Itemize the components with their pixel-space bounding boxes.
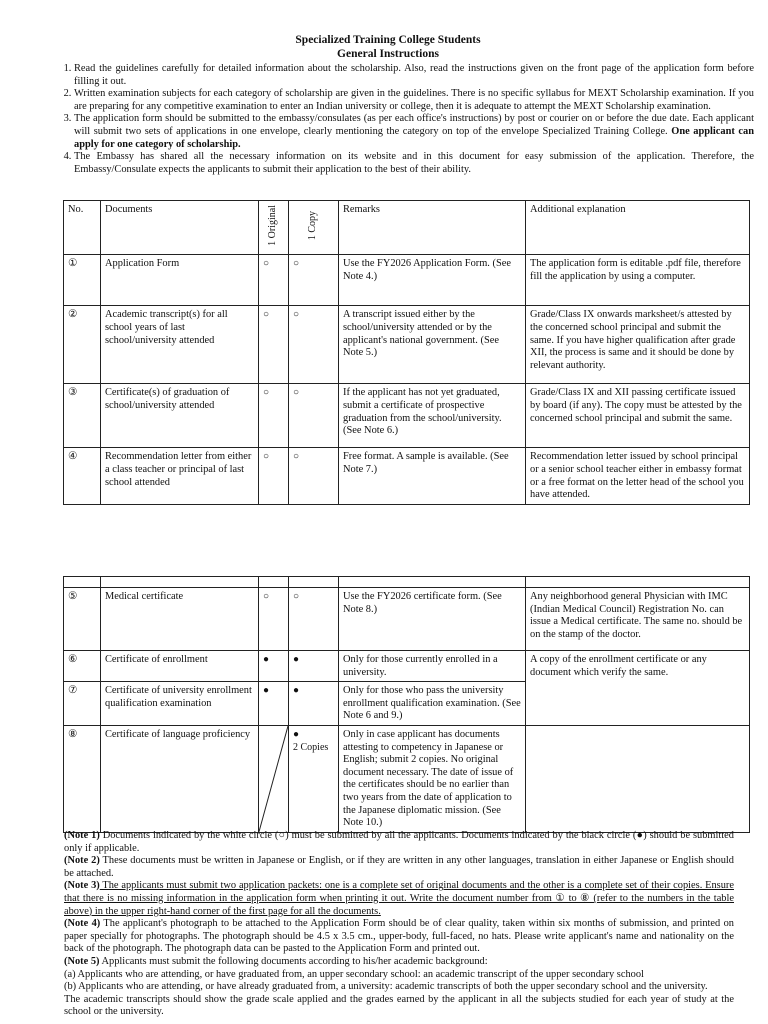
row-remarks: Use the FY2026 certificate form. (See Note 8.): [339, 588, 526, 651]
header-remarks: Remarks: [339, 201, 526, 255]
row-remarks: If the applicant has not yet graduated, submit a certificate of prospective graduation from the school/university. (See Note 6.): [339, 384, 526, 448]
note: (Note 2) These documents must be written in Japanese or English, or if they are written in any other languages, translation in either Japanese or English should be attached.: [64, 855, 734, 879]
note-subitem: (b) Applicants who are attending, or have already graduated from, a university: academic transcripts of both the upper secondary school and the university.: [64, 981, 708, 993]
copy-mark: ●: [289, 651, 339, 682]
table-header-row: [64, 201, 750, 255]
note-subitem: The academic transcripts should show the grade scale applied and the grades earned by the applicant in all the subjects studied for each year of study at the school or the university.: [64, 993, 734, 1018]
table-row: [64, 651, 750, 682]
row-document: Certificate(s) of graduation of school/university attended: [101, 384, 259, 448]
page-title: Specialized Training College Students: [295, 34, 481, 46]
copy-mark: ○: [289, 255, 339, 306]
header-no: No.: [64, 201, 101, 255]
table-blank-row: [64, 577, 750, 588]
row-additional: The application form is editable .pdf file, therefore fill the application by using a computer.: [526, 255, 750, 306]
row-remarks: Use the FY2026 Application Form. (See Note 4.): [339, 255, 526, 306]
original-mark: ○: [259, 384, 289, 448]
note: (Note 3) The applicants must submit two application packets: one is a complete set of original documents and the other is a complete set of their copies. Ensure that there is no missing information in the application form when printing it out. Write the document number from ① to ⑧ (refer to the numbers in the table above) in the upper right-hand corner of the first page for all the documents.: [64, 880, 734, 917]
table-row: [64, 306, 750, 384]
header-copy: 1 Copy: [289, 201, 339, 255]
header-original: 1 Original: [259, 201, 289, 255]
instruction-item: 2. Written examination subjects for each category of scholarship are given in the guidelines. There is no specific syllabus for MEXT Scholarship examination. If you are preparing for any competitive examination to enter an Indian university or college, then it is adequate to attempt the MEXT Scholarship examination.: [74, 88, 754, 113]
row-document: Certificate of university enrollment qualification examination: [101, 682, 259, 726]
documents-table: [63, 200, 750, 505]
row-document: Certificate of language proficiency: [101, 725, 259, 832]
row-document: Certificate of enrollment: [101, 651, 259, 682]
copy-mark: ● 2 Copies: [289, 725, 339, 832]
row-additional: [526, 725, 750, 832]
original-mark: ○: [259, 255, 289, 306]
original-not-applicable: [259, 725, 289, 832]
note: (Note 4) The applicant's photograph to be attached to the Application Form should be of clear quality, taken within six months of submission, and printed on paper specially for photographs. The photograph should be 4.5 x 3.5 cm., upper-body, full-faced, no hats. Please write applicant's name and nationality on the back of the photograph. The photograph data can be pasted to the Application Form and printed out.: [64, 918, 734, 955]
row-number: ③: [64, 384, 101, 448]
original-mark: ○: [259, 306, 289, 384]
row-additional: Any neighborhood general Physician with IMC (Indian Medical Council) Registration No. can issue a Medical certificate. The same no. should be on the stamp of the doctor.: [526, 588, 750, 651]
original-mark: ○: [259, 448, 289, 504]
row-remarks: A transcript issued either by the school/university attended or by the applicant's national government. (See Note 5.): [339, 306, 526, 384]
table-row: [64, 448, 750, 504]
copy-mark: ○: [289, 384, 339, 448]
row-document: Academic transcript(s) for all school years of last school/university attended: [101, 306, 259, 384]
row-additional: Grade/Class IX and XII passing certificate issued by board (if any). The copy must be attested by the concerned school principal and submit the same.: [526, 384, 750, 448]
note-subitem: (a) Applicants who are attending, or have graduated from, an upper secondary school: an academic transcript of the upper secondary school: [64, 968, 644, 980]
copy-mark: ○: [289, 588, 339, 651]
note: (Note 1) Documents indicated by the white circle (○) must be submitted by all the applicants. Documents indicated by the black circle (●) should be submitted only if applicable.: [64, 830, 734, 854]
row-number: ⑤: [64, 588, 101, 651]
instruction-item: 3. The application form should be submitted to the embassy/consulates (as per each office's instructions) by post or courier on or before the due date. Each applicant will submit two sets of applications in one envelope, clearly mentioning the category on top of the envelope Specialized Training College. One applicant can apply for one category of scholarship.: [74, 113, 754, 151]
row-remarks: Only in case applicant has documents attesting to competency in Japanese or English; submit 2 copies. No original document necessary. The date of issue of the certificates should be no earlier than two years from the date of application to the Japanese diplomatic mission. (See Note 10.): [339, 725, 526, 832]
diagonal-strike: [259, 726, 288, 832]
original-mark: ●: [259, 651, 289, 682]
row-remarks: Only for those who pass the university enrollment qualification examination. (See Note 6 and 9.): [339, 682, 526, 726]
notes-section: [64, 830, 734, 1019]
instruction-list: [56, 63, 754, 176]
table-row: [64, 725, 750, 832]
copy-mark: ●: [289, 682, 339, 726]
row-number: ①: [64, 255, 101, 306]
copy-mark: ○: [289, 306, 339, 384]
documents-table-continued: [63, 576, 750, 833]
header-additional: Additional explanation: [526, 201, 750, 255]
page-subtitle: General Instructions: [337, 48, 439, 60]
original-mark: ●: [259, 682, 289, 726]
table-row: [64, 588, 750, 651]
instruction-item: 4. The Embassy has shared all the necessary information on its website and in this document for easy submission of the application. Therefore, the Embassy/Consulate expects the applicants to submit their application to the best of their ability.: [74, 151, 754, 176]
table-row: [64, 255, 750, 306]
table-row: [64, 384, 750, 448]
row-number: ④: [64, 448, 101, 504]
row-document: Recommendation letter from either a class teacher or principal of last school attended: [101, 448, 259, 504]
copy-mark: ○: [289, 448, 339, 504]
note: (Note 5) Applicants must submit the following documents according to his/her academic background:: [64, 955, 488, 967]
original-mark: ○: [259, 588, 289, 651]
row-number: ⑥: [64, 651, 101, 682]
row-additional: Recommendation letter issued by school principal or a senior school teacher either in embassy format or a free format on the letter head of the school you have attended.: [526, 448, 750, 504]
row-number: ⑦: [64, 682, 101, 726]
row-number: ⑧: [64, 725, 101, 832]
row-additional: Grade/Class IX onwards marksheet/s attested by the concerned school principal and submit the same. If you have higher qualification after grade XII, the process is same and it should be done by relevant authority.: [526, 306, 750, 384]
row-document: Medical certificate: [101, 588, 259, 651]
instruction-item: 1. Read the guidelines carefully for detailed information about the scholarship. Also, read the instructions given on the front page of the application form before filling it out.: [74, 63, 754, 88]
row-document: Application Form: [101, 255, 259, 306]
header-documents: Documents: [101, 201, 259, 255]
row-remarks: Free format. A sample is available. (See Note 7.): [339, 448, 526, 504]
row-additional: A copy of the enrollment certificate or any document which verify the same.: [526, 651, 750, 726]
row-remarks: Only for those currently enrolled in a university.: [339, 651, 526, 682]
row-number: ②: [64, 306, 101, 384]
